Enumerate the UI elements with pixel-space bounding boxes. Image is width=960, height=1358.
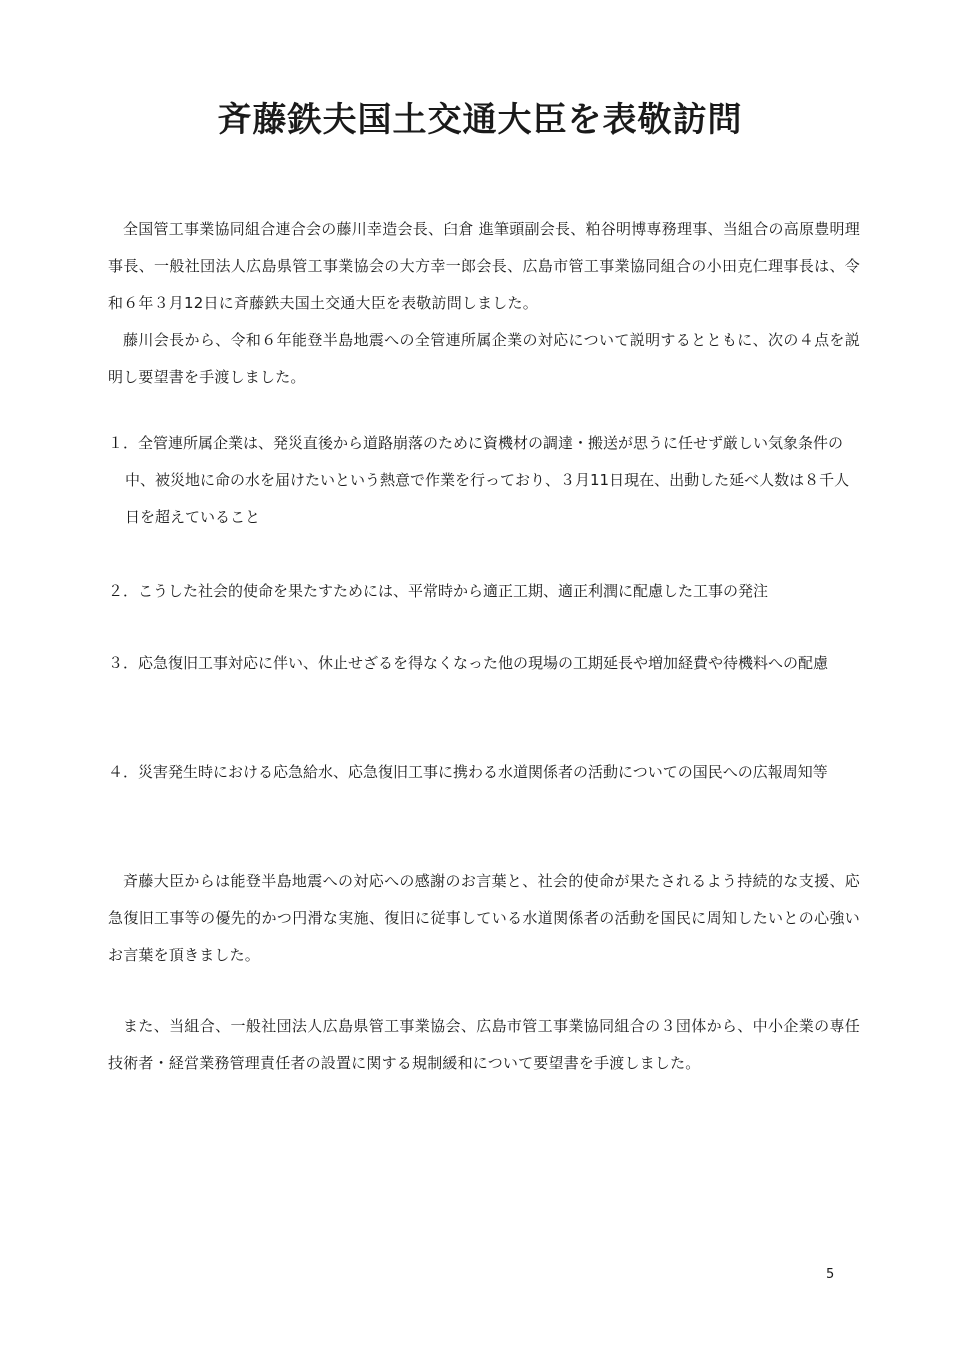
list-item — [108, 754, 860, 791]
list-item — [108, 425, 860, 536]
intro-section — [108, 211, 860, 396]
closing-paragraph: また、当組合、一般社団法人広島県管工事業協会、広島市管工事業協同組合の３団体から、中小企業の専任技術者・経営業務管理責任者の設置に関する規制緩和について要望書を手渡しました。 — [108, 1017, 860, 1072]
list-item-number: ３． — [108, 654, 139, 672]
page-number: 5 — [826, 1267, 835, 1282]
page-title: 斉藤鉄夫国土交通大臣を表敬訪問 — [217, 100, 743, 140]
list-item-text: 全管連所属企業は、発災直後から道路崩落のために資機材の調達・搬送が思うに任せず厳しい気象条件の中、被災地に命の水を届けたいという熱意で作業を行っており、３月11日現在、出動した延べ人数は８千人日を超えていること — [125, 434, 850, 526]
list-item — [108, 645, 860, 682]
response-section — [108, 863, 860, 974]
intro-paragraph-2: 藤川会長から、令和６年能登半島地震への全管連所属企業の対応について説明するとともに、次の４点を説明し要望書を手渡しました。 — [108, 331, 860, 386]
list-item-number: １． — [108, 434, 139, 452]
list-item-number: ４． — [108, 763, 139, 781]
intro-paragraph-1: 全国管工事業協同組合連合会の藤川幸造会長、臼倉 進筆頭副会長、粕谷明博専務理事、当組合の高原豊明理事長、一般社団法人広島県管工事業協会の大方幸一郎会長、広島市管工事業協同組合の小田克仁理事長は、令和６年３月12日に斉藤鉄夫国土交通大臣を表敬訪問しました。 — [108, 220, 860, 312]
closing-section — [108, 1008, 860, 1082]
list-item-text: こうした社会的使命を果たすためには、平常時から適正工期、適正利潤に配慮した工事の発注 — [138, 582, 769, 600]
list-item-number: ２． — [108, 582, 139, 600]
list-item-text: 応急復旧工事対応に伴い、休止せざるを得なくなった他の現場の工期延長や増加経費や待機料への配慮 — [138, 654, 829, 672]
list-item — [108, 573, 860, 610]
response-paragraph: 斉藤大臣からは能登半島地震への対応への感謝のお言葉と、社会的使命が果たされるよう持続的な支援、応急復旧工事等の優先的かつ円滑な実施、復旧に従事している水道関係者の活動を国民に周知したいとの心強いお言葉を頂きました。 — [108, 872, 860, 964]
list-item-text: 災害発生時における応急給水、応急復旧工事に携わる水道関係者の活動についての国民への広報周知等 — [138, 763, 828, 781]
